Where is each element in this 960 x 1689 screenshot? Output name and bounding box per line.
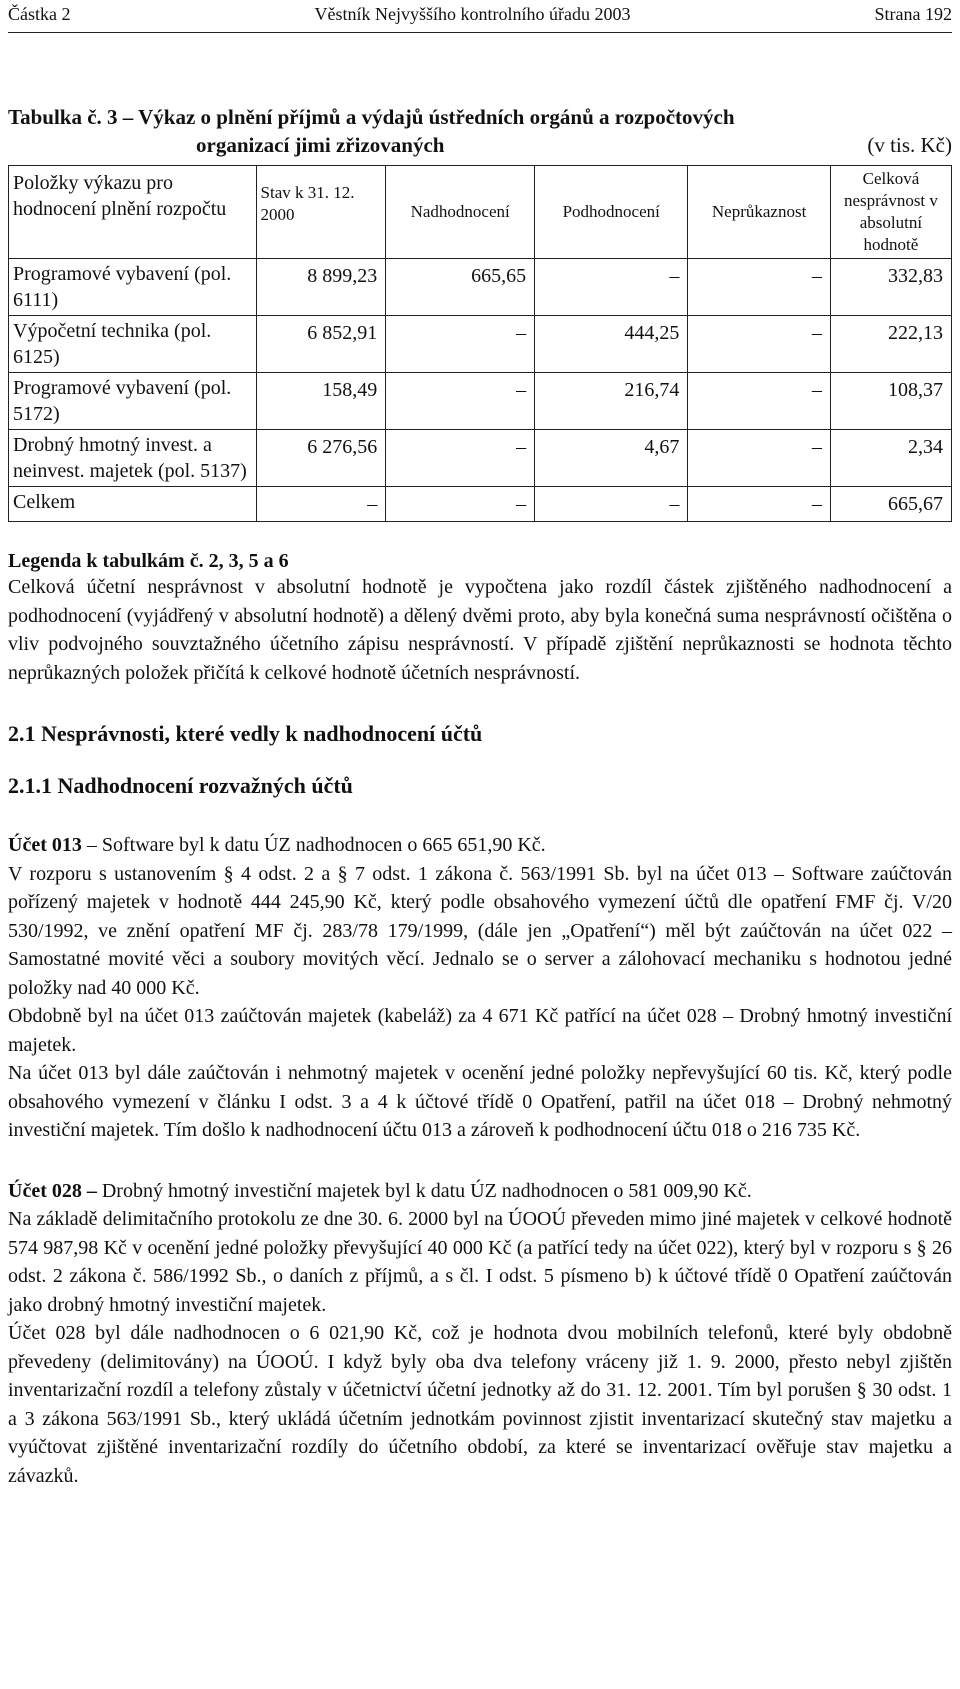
running-header xyxy=(8,0,952,33)
account-013-paragraph-3: Na účet 013 byl dále zaúčtován i nehmotný majetek v ocenění jedné položky nepřevyšující 60 tis. Kč, který podle obsahového vymezení v článku I odst. 3 a 4 k účtové třídě 0 Opatření, patřil na účet 018 – Drobný nehmotný investiční majetek. Tím došlo k nadhodnocení účtu 013 a zároveň k podhodnocení účtu 018 o 216 735 Kč. xyxy=(8,1062,952,1141)
cell-over: – xyxy=(386,316,535,373)
row-label: Drobný hmotný invest. a neinvest. majetek (pol. 5137) xyxy=(9,430,257,487)
account-028-lead-paragraph xyxy=(8,1177,952,1206)
account-013-paragraph-1: V rozporu s ustanovením § 4 odst. 2 a § 7 odst. 1 zákona č. 563/1991 Sb. byl na účet 013 – Software zaúčtován pořízený majetek v hodnotě 444 245,90 Kč, který podle obsahového vymezení účtů dle opatření FMF čj. V/20 530/1992, ve znění opatření MF čj. 283/78 179/1999, (dále jen „Opatření“) měl být zaúčtován na účet 022 – Samostatné movité věci a soubory movitých věcí. Jednalo se o server a zálohovací mechaniku s hodnotou jedné položky nad 40 000 Kč. xyxy=(8,862,952,999)
table-unit: (v tis. Kč) xyxy=(867,133,952,157)
col-header-total: Celková nesprávnost v absolutní hodnotě xyxy=(830,166,951,259)
cell-over: – xyxy=(386,373,535,430)
cell-unproven: – xyxy=(688,259,831,316)
account-013-lead-rest: – Software byl k datu ÚZ nadhodnocen o 665 651,90 Kč. xyxy=(81,834,546,856)
col-header-state: Stav k 31. 12. 2000 xyxy=(256,166,386,259)
col-header-over: Nadhodnocení xyxy=(386,166,535,259)
document-page xyxy=(8,0,952,1490)
total-cell-unproven: – xyxy=(688,487,831,522)
cell-unproven: – xyxy=(688,316,831,373)
cell-total: 332,83 xyxy=(830,259,951,316)
cell-over: 665,65 xyxy=(386,259,535,316)
table-row xyxy=(9,373,952,430)
cell-unproven: – xyxy=(688,430,831,487)
total-cell-over: – xyxy=(386,487,535,522)
account-013-lead-paragraph xyxy=(8,831,952,860)
total-cell-under: – xyxy=(535,487,688,522)
account-028-lead-rest: Drobný hmotný investiční majetek byl k datu ÚZ nadhodnocen o 581 009,90 Kč. xyxy=(96,1179,752,1202)
row-label: Programové vybavení (pol. 6111) xyxy=(9,259,257,316)
table-row xyxy=(9,430,952,487)
row-label: Výpočetní technika (pol. 6125) xyxy=(9,316,257,373)
cell-state: 8 899,23 xyxy=(256,259,386,316)
cell-state: 158,49 xyxy=(256,373,386,430)
account-013-block xyxy=(8,831,952,1145)
col-header-under: Podhodnocení xyxy=(535,166,688,259)
account-013-lead: Účet 013 xyxy=(8,834,82,856)
total-cell-total: 665,67 xyxy=(830,487,951,522)
cell-state: 6 852,91 xyxy=(256,316,386,373)
total-label: Celkem xyxy=(9,487,257,522)
table-caption xyxy=(8,103,952,159)
report-table xyxy=(8,165,952,522)
header-issue: Částka 2 xyxy=(8,4,71,24)
section-heading: 2.1 Nesprávnosti, které vedly k nadhodnocení účtů xyxy=(8,721,483,746)
table-row xyxy=(9,259,952,316)
cell-total: 108,37 xyxy=(830,373,951,430)
cell-under: 4,67 xyxy=(535,430,688,487)
header-page-number: Strana 192 xyxy=(874,4,952,24)
cell-over: – xyxy=(386,430,535,487)
account-028-block xyxy=(8,1177,952,1491)
table-row xyxy=(9,316,952,373)
col-header-items: Položky výkazu pro hodnocení plnění rozpočtu xyxy=(9,166,257,259)
account-028-paragraph-1: Na základě delimitačního protokolu ze dne 30. 6. 2000 byl na ÚOOÚ převeden mimo jiné majetek v celkové hodnotě 574 987,98 Kč v ocenění jedné položky převyšující 40 000 Kč (a patřící tedy na účet 022), který byl v rozporu s § 26 odst. 2 zákona č. 586/1992 Sb., o daních z příjmů, a s čl. I odst. 5 písmeno b) k účtové třídě 0 Opatření zaúčtován jako drobný hmotný investiční majetek. xyxy=(8,1208,952,1316)
cell-total: 222,13 xyxy=(830,316,951,373)
table-caption-line2: organizací jimi zřizovaných xyxy=(196,133,445,157)
table-caption-line1: Tabulka č. 3 – Výkaz o plnění příjmů a výdajů ústředních orgánů a rozpočtových xyxy=(8,105,735,129)
account-028-lead: Účet 028 – xyxy=(8,1179,97,1202)
cell-unproven: – xyxy=(688,373,831,430)
cell-under: 216,74 xyxy=(535,373,688,430)
cell-total: 2,34 xyxy=(830,430,951,487)
account-013-paragraph-2: Obdobně byl na účet 013 zaúčtován majetek (kabeláž) za 4 671 Kč patřící na účet 028 – Drobný hmotný investiční majetek. xyxy=(8,1005,952,1056)
col-header-unproven: Neprůkaznost xyxy=(688,166,831,259)
cell-under: – xyxy=(535,259,688,316)
legend-title: Legenda k tabulkám č. 2, 3, 5 a 6 xyxy=(8,550,289,572)
total-cell-state: – xyxy=(256,487,386,522)
row-label: Programové vybavení (pol. 5172) xyxy=(9,373,257,430)
cell-state: 6 276,56 xyxy=(256,430,386,487)
subsection-heading: 2.1.1 Nadhodnocení rozvažných účtů xyxy=(8,773,353,798)
legend-text: Celková účetní nesprávnost v absolutní hodnotě je vypočtena jako rozdíl částek zjištěného nadhodnocení a podhodnocení (vyjádřený v absolutní hodnotě) a dělený dvěmi proto, aby byla konečná suma nesprávností očištěna o vliv podvojného souvztažného účetního zápisu nesprávností. V případě zjištění neprůkaznosti se hodnota těchto neprůkazných položek přičítá k celkové hodnotě účetních nesprávností. xyxy=(8,576,952,684)
table-header-row xyxy=(9,166,952,259)
table-total-row xyxy=(9,487,952,522)
cell-under: 444,25 xyxy=(535,316,688,373)
header-journal-title: Věstník Nejvyššího kontrolního úřadu 2003 xyxy=(314,4,631,24)
account-028-paragraph-2: Účet 028 byl dále nadhodnocen o 6 021,90 Kč, což je hodnota dvou mobilních telefonů, které byly obdobně převedeny (delimitovány) na ÚOOÚ. I když byly oba dva telefony vráceny již 1. 9. 2000, přesto nebyl zjištěn inventarizační rozdíl a telefony zůstaly v účetnictví účetní jednotky až do 31. 12. 2001. Tím byl porušen § 30 odst. 1 a 3 zákona 563/1991 Sb., který ukládá účetním jednotkám povinnost zjistit inventarizací skutečný stav majetku a vyúčtovat zjištěné inventarizační rozdíly do účetního období, za které se inventarizací ověřuje stav majetku a závazků. xyxy=(8,1322,952,1487)
